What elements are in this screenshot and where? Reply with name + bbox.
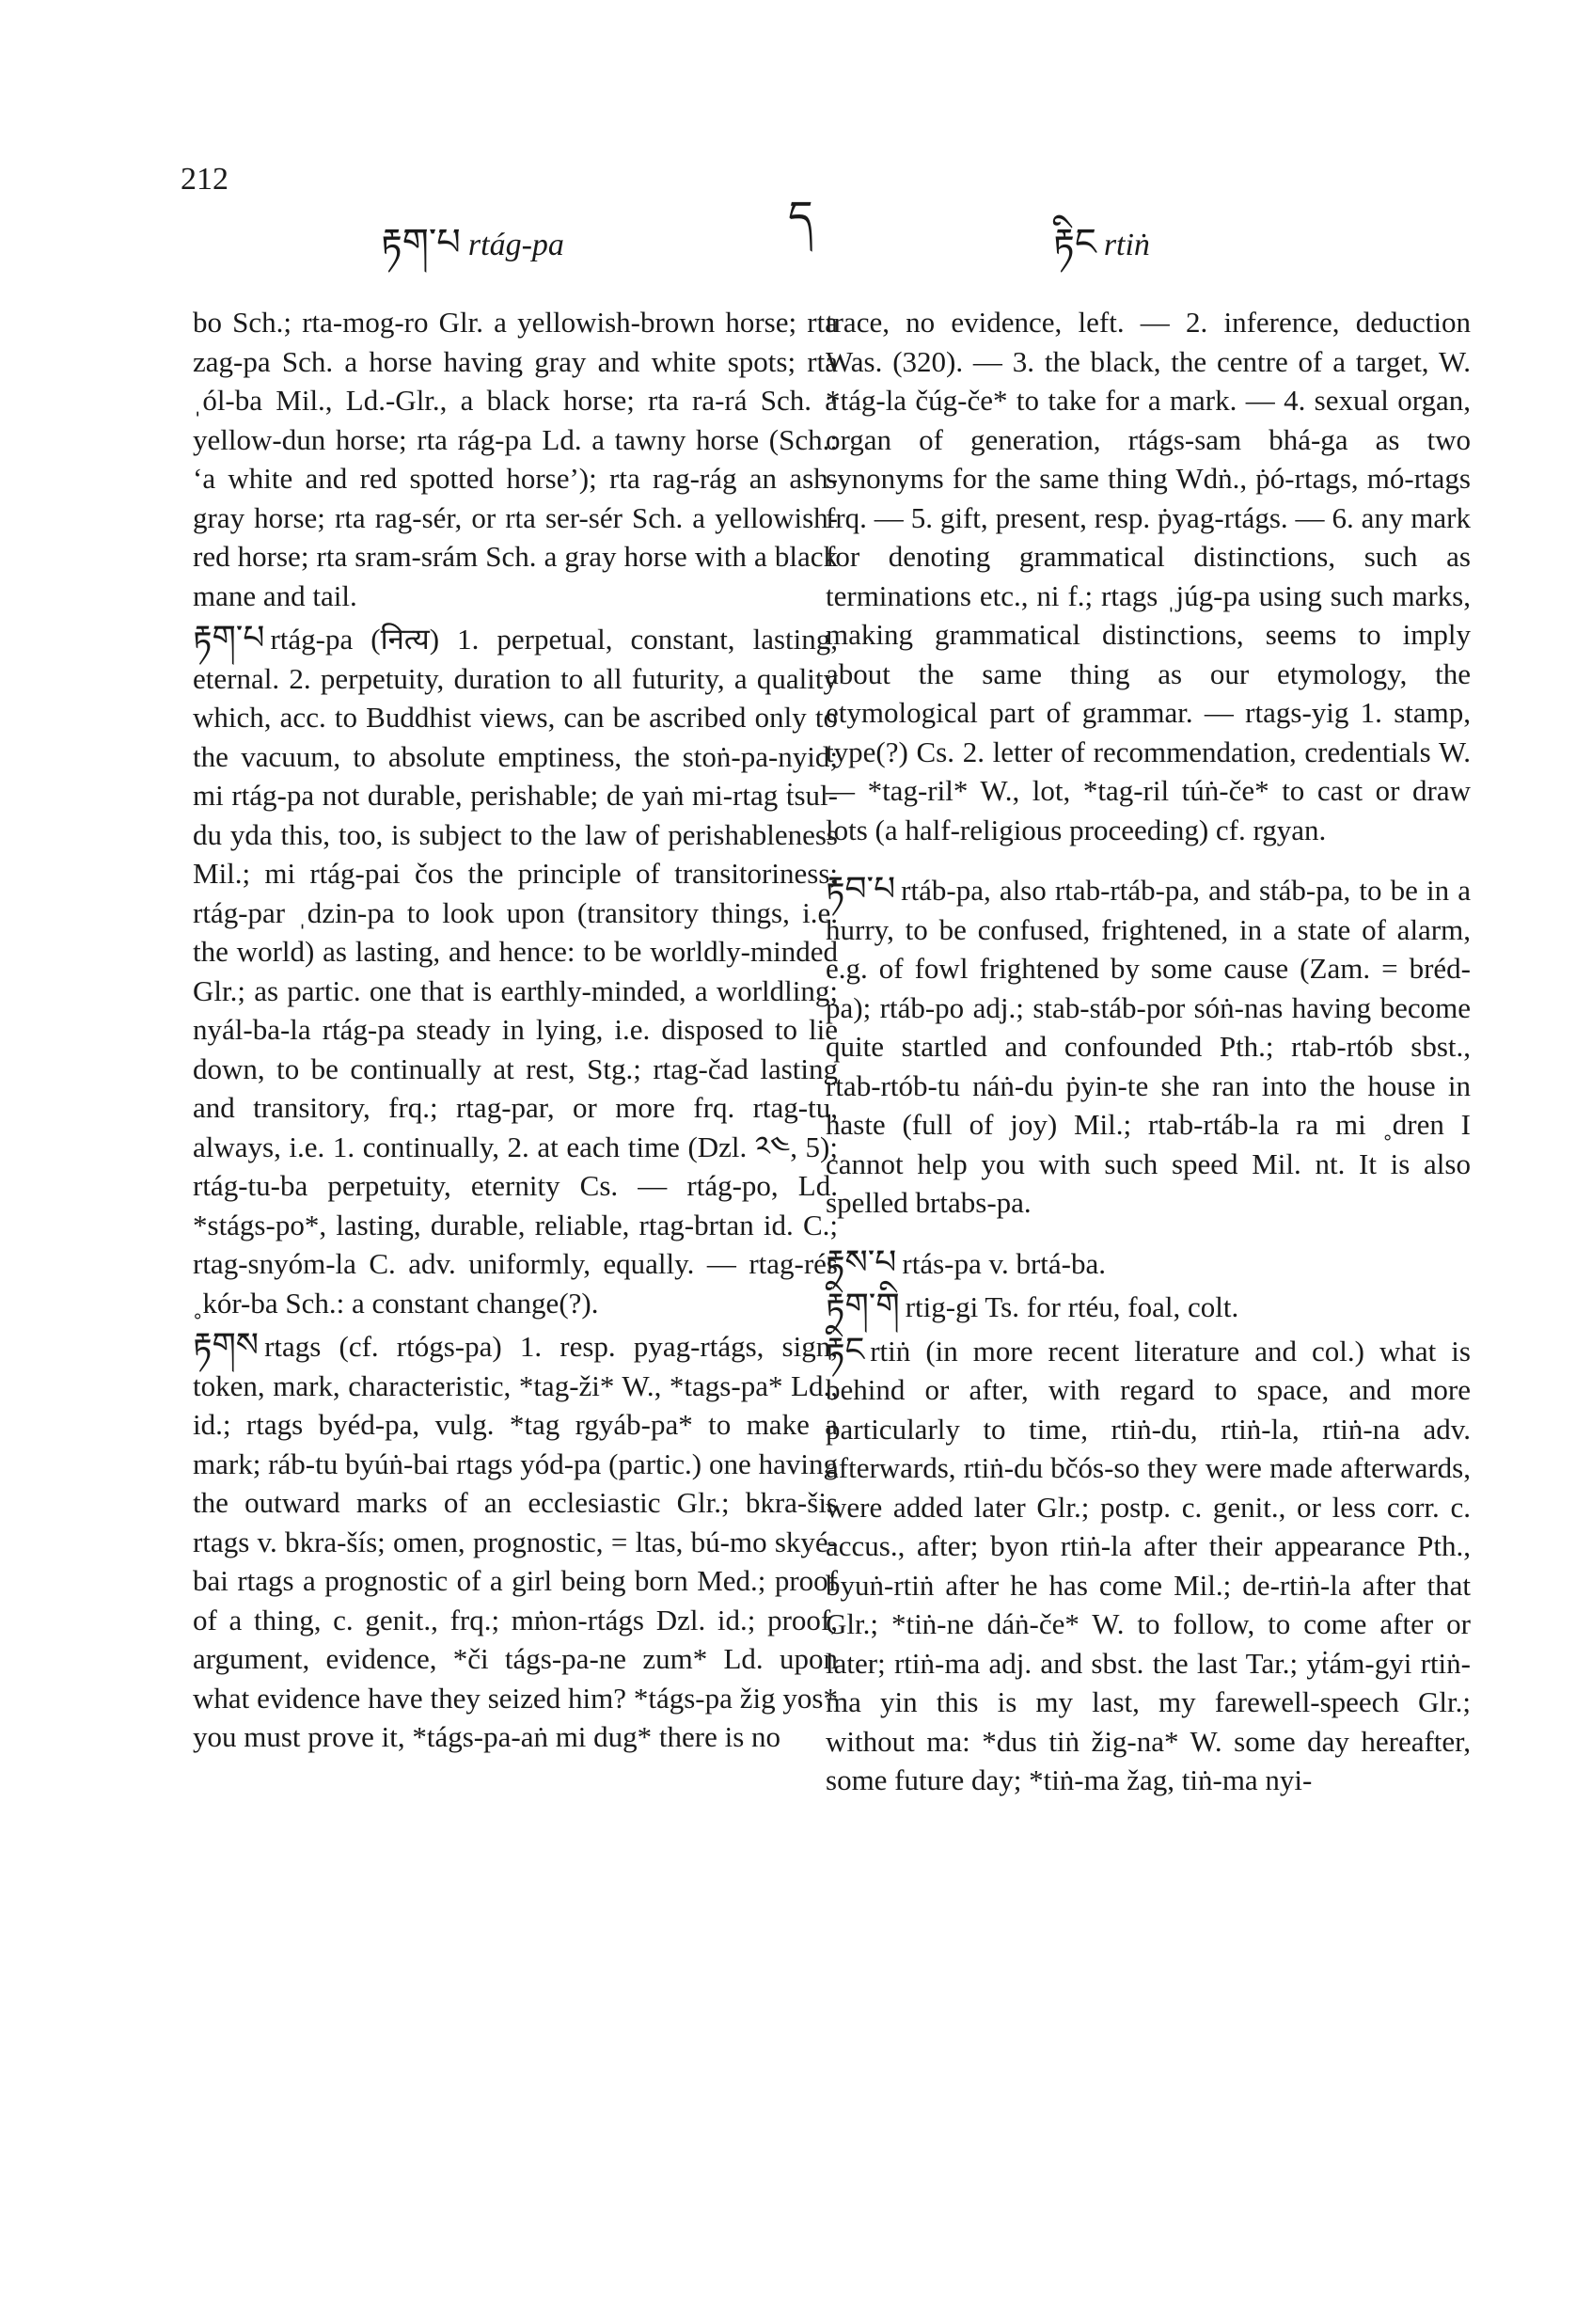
running-head-right-tibetan: རྟིང [1053,221,1096,264]
entry-text: rtáb-pa, also rtab-rtáb-pa, and stáb-pa, to be in a hurry, to be confused, frightened, in a state of alarm, e.g. of fowl frightened by some cause (Zam. = bréd-pa); rtáb-po adj.; stab-stáb-por sóṅ-nas having become quite startled and confounded Pth.; rtab-rtób sbst., rtab-rtób-tu náṅ-du ṗyin-te she ran into the house in haste (full of joy) Mil.; rtab-rtáb-la ra mi ˳dren I cannot help you with such speed Mil. nt. It is also spelled brtabs-pa. [826,874,1471,1219]
running-head-right-term: rtiṅ [1103,228,1150,262]
entry-headword-tibetan: རྟག་པ [193,619,265,657]
entry-text: rtig-gi Ts. for rtéu, foal, colt. [905,1290,1239,1323]
running-head-left-tibetan: རྟག་པ [381,221,461,264]
dictionary-entry [193,619,838,1322]
entry-text: rtiṅ (in more recent literature and col.) what is behind or after, with regard to space, and more particularly to time, rtiṅ-du, rtiṅ-la, rtiṅ-na adv. afterwards, rtiṅ-du bčós-so they were made afterwards, were added later Glr.; postp. c. genit., or less corr. c. accus., after; byon rtiṅ-la after their appearance Pth., byuṅ-rtiṅ after he has come Mil.; de-rtiṅ-la after that Glr.; *tiṅ-ne dáṅ-če* W. to follow, to come after or later; rtiṅ-ma adj. and sbst. the last Tar.; yṫám-gyi rtiṅ-ma yin this is my last, my farewell-speech Glr.; without ma: *dus tiṅ žig-na* W. some day hereafter, some future day; *tiṅ-ma žag, tiṅ-ma nyi- [826,1334,1471,1796]
right-column [826,303,1471,1800]
dictionary-entry [826,1287,1471,1327]
entry-headword-tibetan: རྟབ་པ [826,870,896,909]
dictionary-entry [826,870,1471,1223]
page-number: 212 [181,162,229,197]
running-head-left [381,199,564,306]
entry-headword-tibetan: རྟས་པ [826,1242,897,1282]
dictionary-entry [193,1326,838,1757]
dictionary-entry [826,1243,1471,1284]
entry-text: rtás-pa v. brtá-ba. [902,1246,1106,1280]
running-head-center-letter: ད [788,191,813,242]
dictionary-entry-continuation: trace, no evidence, left. — 2. inference, deduction Was. (320). — 3. the black, the centre of a target, W. *tág-la čúg-če* to take for a mark. — 4. sexual organ, organ of generation, rtágs-sam bhá-ga as two synonyms for the same thing Wdṅ., ṗó-rtags, mó-rtags frq. — 5. gift, present, resp. ṗyag-rtágs. — 6. any mark for denoting grammatical distinctions, such as terminations etc., ni f.; rtags ˌjúg-pa using such marks, making grammatical distinctions, seems to imply about the same thing as our etymology, the etymological part of grammar. — rtags-yig 1. stamp, type(?) Cs. 2. letter of recommendation, credentials W. — *tag-ril* W., lot, *tag-ril túṅ-če* to cast or draw lots (a half-religious proceeding) cf. rgyan. [826,306,1471,846]
entry-headword-tibetan: རྟགས [193,1326,260,1365]
dictionary-entry [826,1331,1471,1800]
left-column [193,303,838,1757]
running-head-right [1053,199,1150,306]
entry-text: rtág-pa (नित्य) 1. perpetual, constant, lasting, eternal. 2. perpetuity, duration to all futurity, a quality which, acc. to Buddhist views, can be ascribed only to the vacuum, to absolute emptiness, the stoṅ-pa-nyid; mi rtág-pa not durable, perishable; de yaṅ mi-rtag ṫsul-du yda this, too, is subject to the law of perishableness Mil.; mi rtág-pai čos the principle of transitoriness; rtág-par ˌdzin-pa to look upon (transitory things, i.e. the world) as lasting, and hence: to be worldly-minded Glr.; as partic. one that is earthly-minded, a worldling; nyál-ba-la rtág-pa steady in lying, i.e. disposed to lie down, to be continually at rest, Stg.; rtag-čad lasting and transitory, frq.; rtag-par, or more frq. rtag-tu, always, i.e. 1. continually, 2. at each time (Dzl. ༢༤, 5); rtág-tu-ba perpetuity, eternity Cs. — rtág-po, Ld. *stágs-po*, lasting, durable, reliable, rtag-brtan id. C.; rtag-snyóm-la C. adv. uniformly, equally. — rtag-rés ˳kór-ba Sch.: a constant change(?). [193,623,838,1320]
entry-headword-tibetan: རྟིང [826,1330,865,1369]
running-head-left-term: rtág-pa [467,228,564,262]
entry-text: rtags (cf. rtógs-pa) 1. resp. pyag-rtágs, sign, token, mark, characteristic, *tag-ži* W., *tags-pa* Ld., id.; rtags byéd-pa, vulg. *tag rgyáb-pa* to make a mark; ráb-tu byúṅ-bai rtags yód-pa (partic.) one having the outward marks of an ecclesiastic Glr.; bkra-šis rtags v. bkra-šís; omen, prognostic, = ltas, bú-mo skyé-bai rtags a prognostic of a girl being born Med.; proof of a thing, c. genit., frq.; mṅon-rtágs Dzl. id.; proof, argument, evidence, *či tágs-pa-ne zum* Ld. upon what evidence have they seized him? *tágs-pa žig yos* you must prove it, *tágs-pa-aṅ mi dug* there is no [193,1330,838,1753]
dictionary-entry-continuation: bo Sch.; rta-mog-ro Glr. a yellowish-brown horse; rta zag-pa Sch. a horse having gray and white spots; rta ˌól-ba Mil., Ld.-Glr., a black horse; rta ra-rá Sch. a yellow-dun horse; rta rág-pa Ld. a tawny horse (Sch.: ‘a white and red spotted horse’); rta rag-rág an ash-gray horse; rta rag-sér, or rta ser-sér Sch. a yellowish-red horse; rta sram-srám Sch. a gray horse with a black mane and tail. [193,306,838,612]
entry-headword-tibetan: རྟིག་གི [826,1287,900,1325]
